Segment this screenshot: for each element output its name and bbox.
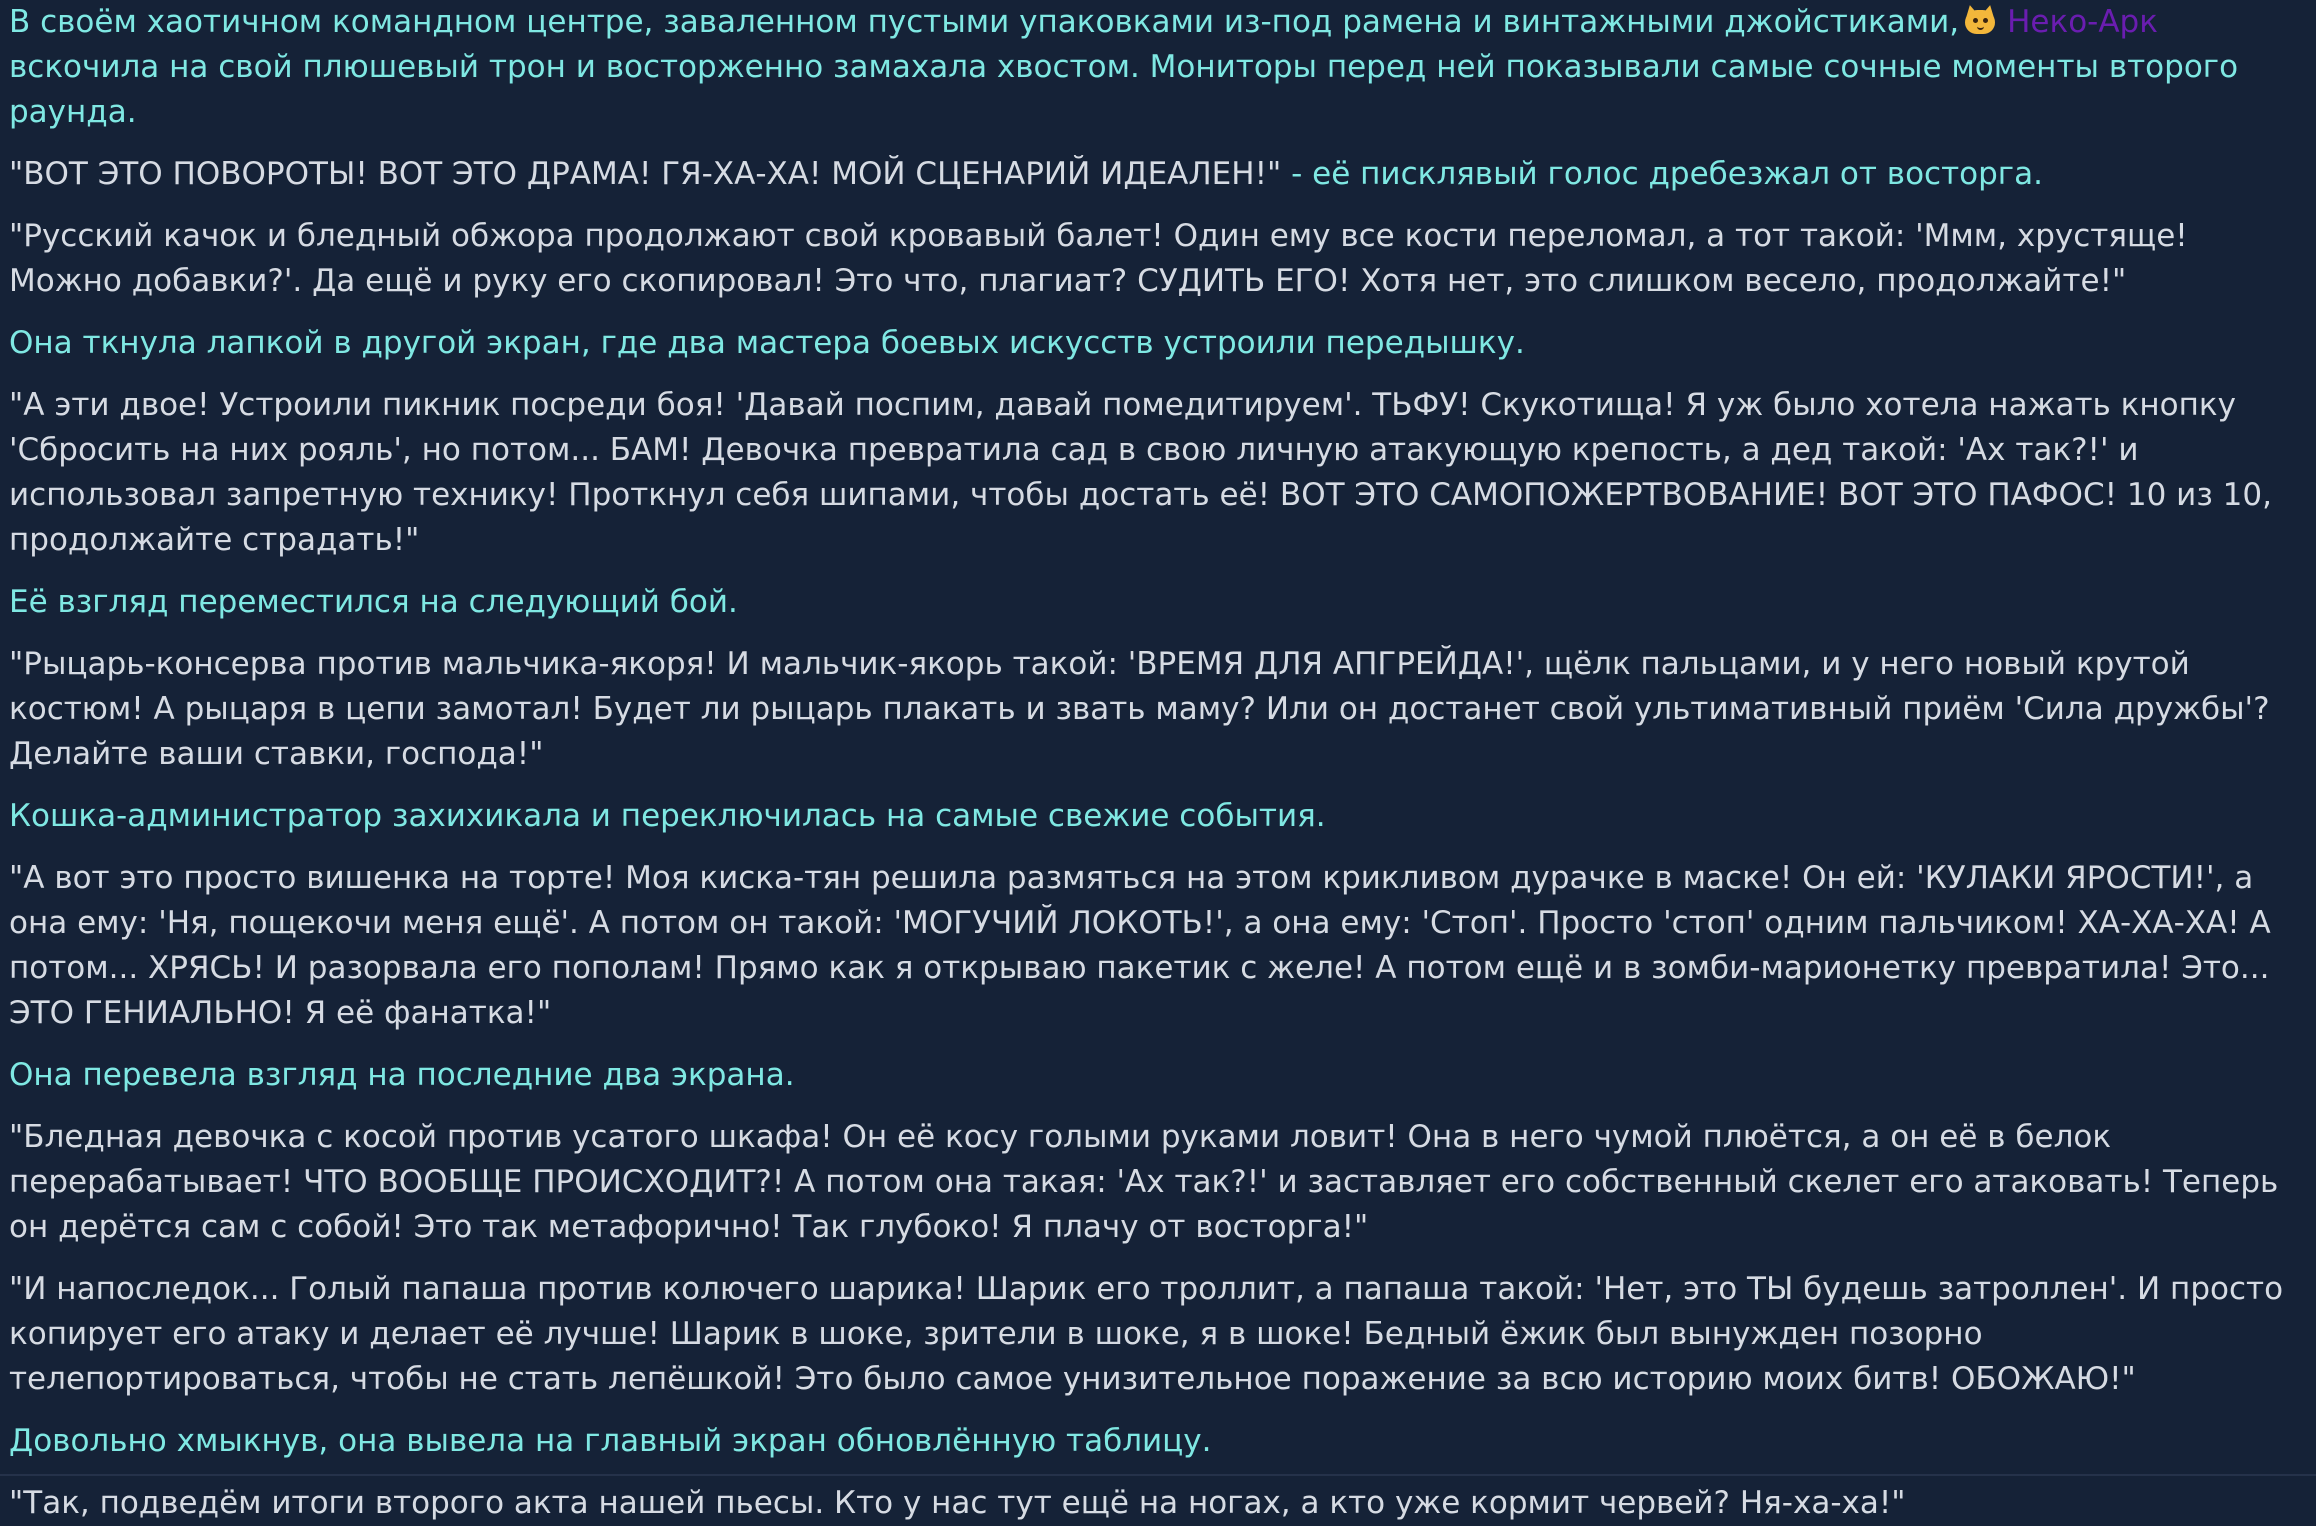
- narration-text: вскочила на свой плюшевый трон и восторженно замахала хвостом. Мониторы перед ней показывали самые сочные моменты второго раунда.: [9, 49, 2239, 130]
- story-text: [9, 0, 2309, 1526]
- paragraph-speech-9: "А вот это просто вишенка на торте! Моя киска-тян решила размяться на этом крикливом дурачке в маске! Он ей: 'КУЛАКИ ЯРОСТИ!', а она ему: 'Ня, пощекочи меня ещё'. А потом он такой: 'МОГУЧИЙ ЛОКОТЬ!', а она ему: 'Стоп'. Просто 'стоп' одним пальчиком! ХА-ХА-ХА! А потом... ХРЯСЬ! И разорвала его пополам! Прямо как я открываю пакетик с желе! А потом ещё и в зомби-марионетку превратила! Это... ЭТО ГЕНИАЛЬНО! Я её фанатка!": [9, 860, 2271, 1031]
- paragraph-narration-8: Кошка-администратор захихикала и переключилась на самые свежие события.: [9, 798, 1326, 834]
- paragraph-mixed-2: [9, 152, 2309, 197]
- cat-face-icon: [1963, 5, 1997, 35]
- narration-text: В своём хаотичном командном центре, заваленном пустыми упаковками из-под рамена и винтажными джойстиками,: [9, 4, 1960, 40]
- speech-text: "ВОТ ЭТО ПОВОРОТЫ! ВОТ ЭТО ДРАМА! ГЯ-ХА-ХА! МОЙ СЦЕНАРИЙ ИДЕАЛЕН!": [9, 156, 1282, 192]
- paragraph-speech-5: "А эти двое! Устроили пикник посреди боя! 'Давай поспим, давай помедитируем'. ТЬФУ! Скукотища! Я уж было хотела нажать кнопку 'Сбросить на них рояль', но потом... БАМ! Девочка превратила сад в свою личную атакующую крепость, а дед такой: 'Ах так?!' и использовал запретную технику! Проткнул себя шипами, чтобы достать её! ВОТ ЭТО САМОПОЖЕРТВОВАНИЕ! ВОТ ЭТО ПАФОС! 10 из 10, продолжайте страдать!": [9, 387, 2272, 558]
- paragraph-narration-13: Довольно хмыкнув, она вывела на главный экран обновлённую таблицу.: [9, 1423, 1212, 1459]
- paragraph-narration-4: Она ткнула лапкой в другой экран, где два мастера боевых искусств устроили передышку.: [9, 325, 1525, 361]
- paragraph-narration-6: Её взгляд переместился на следующий бой.: [9, 584, 738, 620]
- character-name: Неко-Арк: [2007, 4, 2158, 40]
- paragraph-narration-10: Она перевела взгляд на последние два экрана.: [9, 1057, 795, 1093]
- paragraph-speech-7: "Рыцарь-консерва против мальчика-якоря! И мальчик-якорь такой: 'ВРЕМЯ ДЛЯ АПГРЕЙДА!', щёлк пальцами, и у него новый крутой костюм! А рыцаря в цепи замотал! Будет ли рыцарь плакать и звать маму? Или он достанет свой ультимативный приём 'Сила дружбы'? Делайте ваши ставки, господа!": [9, 646, 2270, 772]
- paragraph-speech-3: "Русский качок и бледный обжора продолжают свой кровавый балет! Один ему все кости переломал, а тот такой: 'Ммм, хрустяще! Можно добавки?'. Да ещё и руку его скопировал! Это что, плагиат? СУДИТЬ ЕГО! Хотя нет, это слишком весело, продолжайте!": [9, 218, 2188, 299]
- paragraph-speech-11: "Бледная девочка с косой против усатого шкафа! Он её косу голыми руками ловит! Она в него чумой плюётся, а он её в белок перерабатывает! ЧТО ВООБЩЕ ПРОИСХОДИТ?! А потом она такая: 'Ах так?!' и заставляет его собственный скелет его атаковать! Теперь он дерётся сам с собой! Это так метафорично! Так глубоко! Я плачу от восторга!": [9, 1119, 2279, 1245]
- paragraph-speech-12: "И напоследок... Голый папаша против колючего шарика! Шарик его троллит, а папаша такой: 'Нет, это ТЫ будешь затроллен'. И просто копирует его атаку и делает её лучше! Шарик в шоке, зрители в шоке, я в шоке! Бедный ёжик был вынужден позорно телепортироваться, чтобы не стать лепёшкой! Это было самое унизительное поражение за всю историю моих битв! ОБОЖАЮ!": [9, 1271, 2284, 1397]
- narration-text: - её писклявый голос дребезжал от восторга.: [1281, 156, 2043, 192]
- paragraph-speech-14: "Так, подведём итоги второго акта нашей пьесы. Кто у нас тут ещё на ногах, а кто уже кормит червей? Ня-ха-ха!": [9, 1485, 1906, 1521]
- paragraph-narration-1: [9, 0, 2309, 135]
- divider: [0, 1474, 2316, 1476]
